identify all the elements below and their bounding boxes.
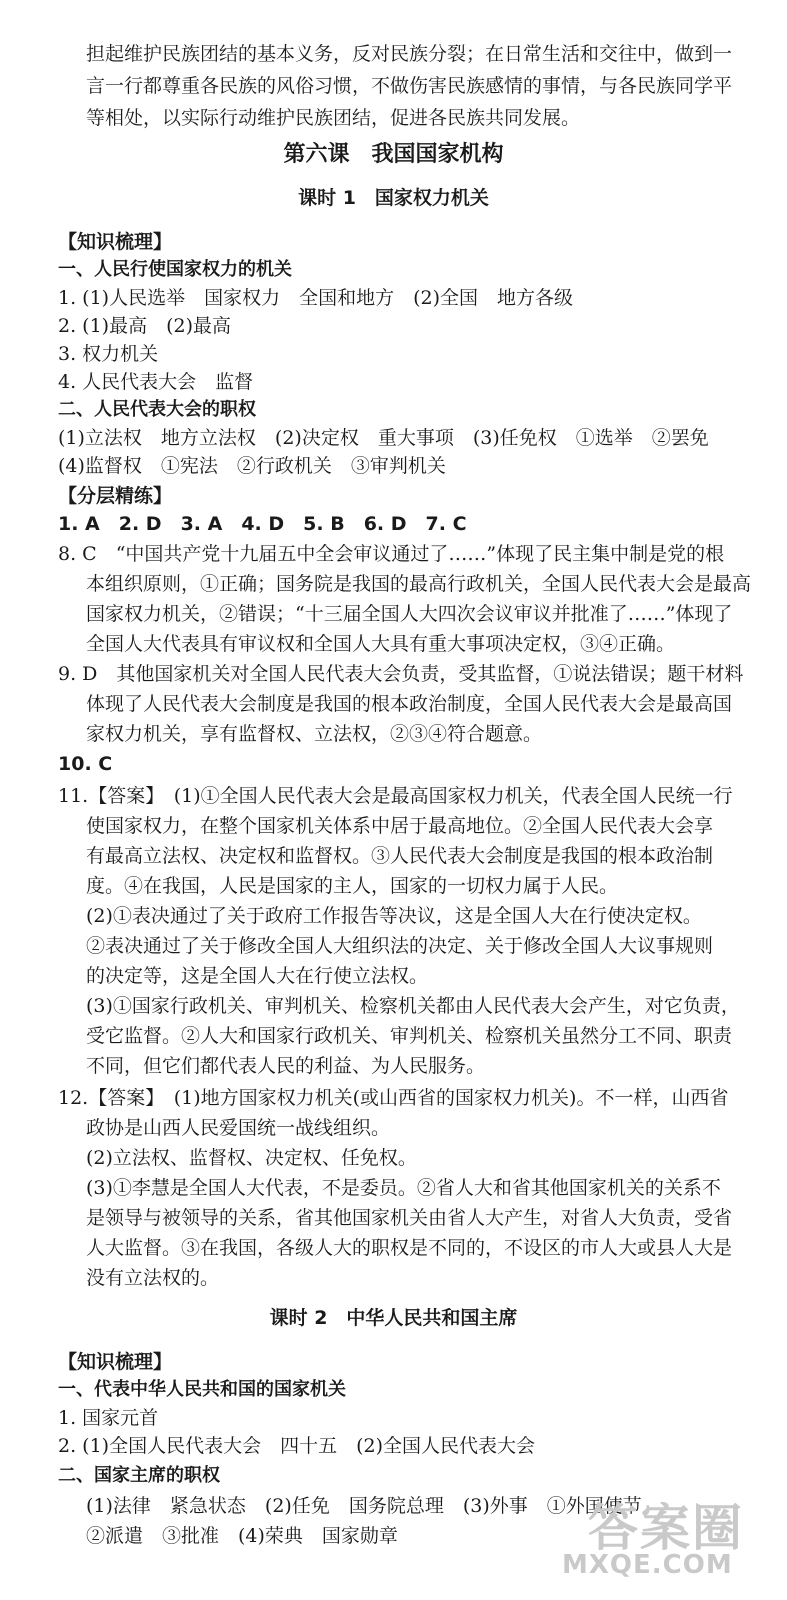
answer-8-line: 8. C “中国共产党十九届五中全会审议通过了……”体现了民主集中制是党的根 (58, 543, 725, 565)
answer-11-line: 有最高立法权、决定权和监督权。③人民代表大会制度是我国的根本政治制 (86, 845, 714, 867)
knowledge-item: 2. (1)全国人民代表大会 四十五 (2)全国人民代表大会 (58, 1435, 535, 1457)
intro-line: 言一行都尊重各民族的风俗习惯，不做伤害民族感情的事情，与各民族同学平 (86, 75, 733, 97)
answer-12-line: 政协是山西人民爱国统一战线组织。 (86, 1117, 391, 1139)
knowledge-review-heading: 【知识梳理】 (58, 231, 173, 253)
knowledge-item: 1. (1)人民选举 国家权力 全国和地方 (2)全国 地方各级 (58, 287, 573, 309)
answer-12-line: 人大监督。③在我国，各级人大的职权是不同的，不设区的市人大或县人大是 (86, 1237, 733, 1259)
knowledge-item: 2. (1)最高 (2)最高 (58, 315, 231, 337)
section-heading: 二、国家主席的职权 (58, 1465, 220, 1486)
section-heading: 二、人民代表大会的职权 (58, 399, 256, 420)
intro-line: 担起维护民族团结的基本义务，反对民族分裂；在日常生活和交往中，做到一 (86, 43, 733, 65)
knowledge-item: (1)法律 紧急状态 (2)任免 国务院总理 (3)外事 ①外国使节 (86, 1495, 642, 1517)
answer-12-line: (2)立法权、监督权、决定权、任免权。 (86, 1147, 417, 1169)
answer-8-line: 国家权力机关，②错误；“十三届全国人大四次会议审议并批准了……”体现了 (86, 603, 733, 625)
period-2-title: 课时 2 中华人民共和国主席 (269, 1307, 518, 1329)
answer-11-line: 度。④在我国，人民是国家的主人，国家的一切权力属于人民。 (86, 875, 619, 897)
answer-11-line: 受它监督。②人大和国家行政机关、审判机关、检察机关虽然分工不同、职责 (86, 1025, 733, 1047)
knowledge-review-heading: 【知识梳理】 (58, 1351, 173, 1373)
answer-8-line: 全国人大代表具有审议权和全国人大具有重大事项决定权，③④正确。 (86, 633, 676, 655)
answer-11-line: 不同，但它们都代表人民的利益、为人民服务。 (86, 1055, 486, 1077)
answer-11-line: ②表决通过了关于修改全国人大组织法的决定、关于修改全国人大议事规则 (86, 935, 714, 957)
section-heading: 一、代表中华人民共和国的国家机关 (58, 1379, 346, 1400)
knowledge-item: (1)立法权 地方立法权 (2)决定权 重大事项 (3)任免权 ①选举 ②罢免 (58, 427, 709, 449)
watermark-url: MXQE.COM (562, 1550, 733, 1580)
practice-heading: 【分层精练】 (58, 485, 173, 507)
lesson-title: 第六课 我国国家机构 (283, 142, 504, 167)
answer-9-line: 家权力机关，享有监督权、立法权，②③④符合题意。 (86, 723, 543, 745)
knowledge-item: 3. 权力机关 (58, 343, 159, 365)
answer-11-line: 使国家权力，在整个国家机关体系中居于最高地位。②全国人民代表大会享 (86, 815, 714, 837)
answer-8-line: 本组织原则，①正确；国务院是我国的最高行政机关，全国人民代表大会是最高 (86, 573, 752, 595)
watermark-text: 答案圈 (588, 1499, 744, 1557)
answer-11-line: (2)①表决通过了关于政府工作报告等决议，这是全国人大在行使决定权。 (86, 905, 702, 927)
answer-12-line: (3)①李慧是全国人大代表，不是委员。②省人大和省其他国家机关的关系不 (86, 1177, 721, 1199)
answer-10: 10. C (58, 753, 113, 775)
answer-9-line: 体现了人民代表大会制度是我国的根本政治制度，全国人民代表大会是最高国 (86, 693, 733, 715)
answer-11-line: 11.【答案】 (1)①全国人民代表大会是最高国家权力机关，代表全国人民统一行 (58, 785, 733, 807)
watermark-logo (548, 1488, 778, 1588)
knowledge-item: 4. 人民代表大会 监督 (58, 371, 254, 393)
knowledge-item: (4)监督权 ①宪法 ②行政机关 ③审判机关 (58, 455, 446, 477)
answer-12-line: 是领导与被领导的关系，省其他国家机关由省人大产生，对省人大负责，受省 (86, 1207, 733, 1229)
answer-9-line: 9. D 其他国家机关对全国人民代表大会负责，受其监督，①说法错误；题干材料 (58, 663, 744, 685)
period-1-title: 课时 1 国家权力机关 (298, 187, 489, 209)
section-heading: 一、人民行使国家权力的机关 (58, 259, 292, 280)
answer-line: 1. A 2. D 3. A 4. D 5. B 6. D 7. C (58, 513, 467, 535)
answer-11-line: (3)①国家行政机关、审判机关、检察机关都由人民代表大会产生，对它负责， (86, 995, 740, 1017)
answer-12-line: 12.【答案】 (1)地方国家权力机关(或山西省的国家权力机关)。不一样，山西省 (58, 1087, 729, 1109)
intro-line: 等相处，以实际行动维护民族团结，促进各民族共同发展。 (86, 107, 581, 129)
answer-12-line: 没有立法权的。 (86, 1267, 220, 1289)
knowledge-item: ②派遣 ③批准 (4)荣典 国家勋章 (86, 1525, 398, 1547)
answer-11-line: 的决定等，这是全国人大在行使立法权。 (86, 965, 429, 987)
knowledge-item: 1. 国家元首 (58, 1407, 159, 1429)
